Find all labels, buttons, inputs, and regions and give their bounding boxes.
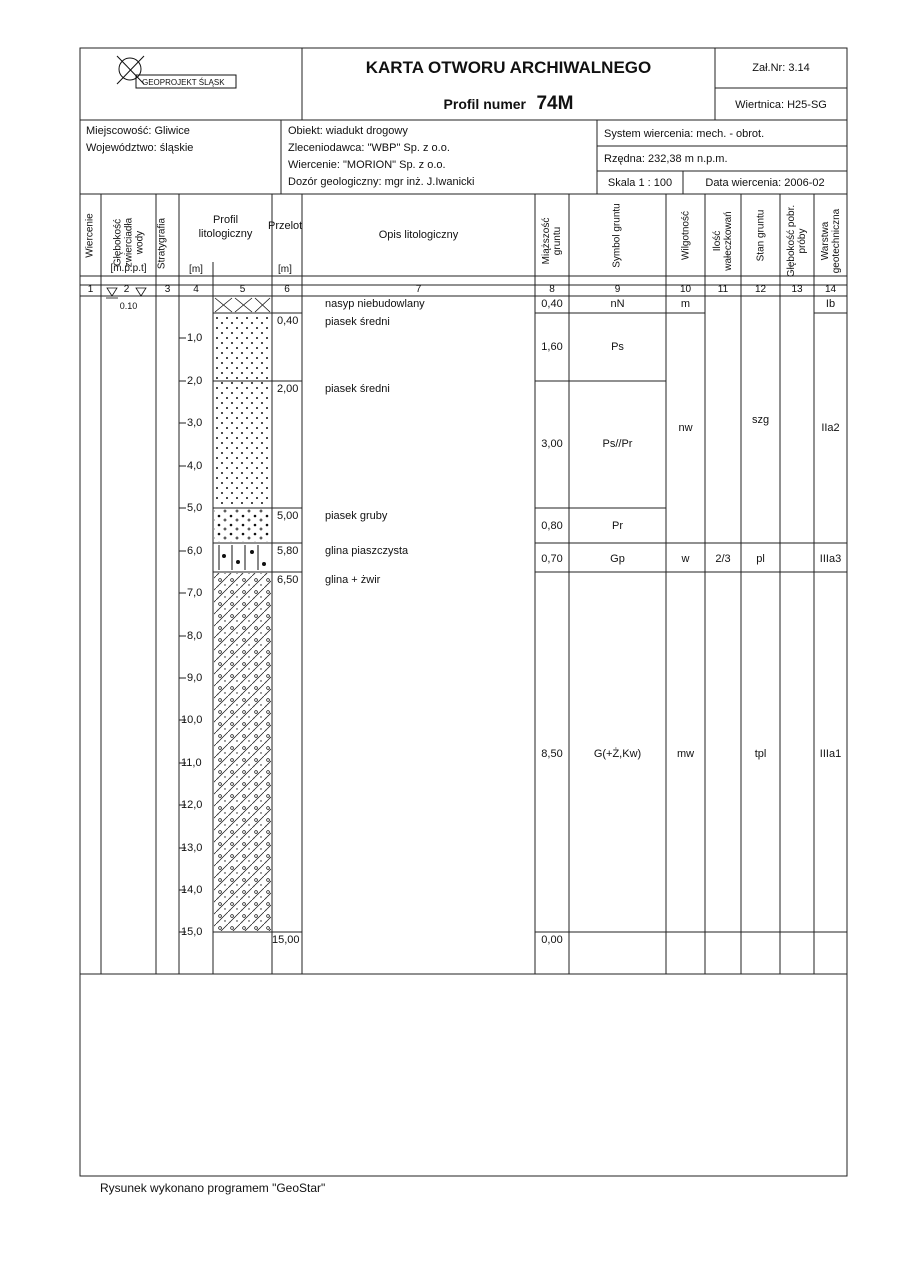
drilling-company: Wiercenie: "MORION" Sp. z o.o. <box>288 159 446 171</box>
col-number: 6 <box>284 284 290 295</box>
col-number: 11 <box>717 284 729 295</box>
layer-top: 5,80 <box>277 545 299 557</box>
card-title: KARTA OTWORU ARCHIWALNEGO <box>365 58 652 77</box>
col-rollers-line2: wałeczkowań <box>723 211 734 271</box>
col-number: 5 <box>239 284 246 295</box>
col-layer-line1: Warstwa <box>820 221 831 261</box>
layer-description: piasek średni <box>325 383 390 395</box>
client: Zleceniodawca: "WBP" Sp. z o.o. <box>288 142 450 154</box>
layer-description: piasek średni <box>325 316 390 328</box>
col-description-header: Opis litologiczny <box>378 229 459 241</box>
layer-symbol: G(+Ż,Kw) <box>593 748 642 760</box>
col-layer-header <box>820 191 842 291</box>
fill-medium-sand <box>214 314 271 507</box>
layer-symbol: Ps//Pr <box>602 438 633 450</box>
layer-geotech: IIIa1 <box>819 748 842 760</box>
depth-tick: 14,0 <box>181 884 203 896</box>
layer-thickness: 1,60 <box>541 341 563 353</box>
scale: Skala 1 : 100 <box>607 177 673 189</box>
layer-top: 15,00 <box>272 934 300 946</box>
depth-tick: 2,0 <box>187 375 203 387</box>
col-drilling-header: Wiercenie <box>84 213 96 258</box>
depth-tick: 1,0 <box>187 332 203 344</box>
col-water-line2: zwierciadła <box>123 217 135 268</box>
col-sample-line2: próby <box>797 228 808 254</box>
fill-cross <box>215 298 270 312</box>
depth-tick: 3,0 <box>187 417 203 429</box>
depth-tick: 6,0 <box>187 545 203 557</box>
col-rollers-line1: Ilość <box>712 230 723 252</box>
fill-clay-gravel <box>214 573 271 931</box>
col-thickness-line2: gruntu <box>552 226 563 256</box>
col-moisture-header: Wilgotność <box>680 211 692 260</box>
col-number: 3 <box>164 284 171 295</box>
layer-top: 0,40 <box>277 315 299 327</box>
depth-tick: 4,0 <box>187 460 203 472</box>
fill-coarse-sand <box>214 509 271 542</box>
profile-heading <box>302 93 715 115</box>
col-depth-unit: [m] <box>189 264 203 275</box>
col-number: 13 <box>791 284 803 295</box>
layer-geotech: IIIa3 <box>819 553 842 565</box>
layer-top: 2,00 <box>277 383 299 395</box>
object: Obiekt: wiadukt drogowy <box>288 125 408 137</box>
layer-moisture: nw <box>678 422 693 434</box>
col-number: 14 <box>824 284 837 295</box>
layer-state: pl <box>756 553 765 565</box>
water-level-value: 0.10 <box>119 301 138 311</box>
geological-supervision: Dozór geologiczny: mgr inż. J.Iwanicki <box>288 176 475 188</box>
depth-tick: 13,0 <box>181 842 203 854</box>
layer-description: glina piaszczysta <box>325 545 409 557</box>
col-profile-header-2: litologiczny <box>198 228 253 240</box>
layer-description: nasyp niebudowlany <box>325 298 425 310</box>
layer-moisture: m <box>680 298 691 310</box>
col-profile-header-1: Profil <box>212 214 239 226</box>
col-number: 8 <box>549 284 555 295</box>
layer-symbol: nN <box>610 298 625 310</box>
profile-label: Profil numer <box>443 96 527 112</box>
layer-thickness: 0,80 <box>541 520 563 532</box>
depth-tick: 11,0 <box>181 757 202 769</box>
drilling-date: Data wiercenia: 2006-02 <box>705 177 825 189</box>
rig-name: Wiertnica: H25-SG <box>735 99 827 111</box>
layer-symbol: Ps <box>611 341 624 353</box>
layer-symbol: Gp <box>610 553 625 565</box>
depth-tick: 5,0 <box>187 502 203 514</box>
layer-thickness: 0,70 <box>541 553 563 565</box>
depth-tick: 7,0 <box>187 587 203 599</box>
col-water-line3: wody <box>134 230 146 255</box>
layer-thickness: 0,40 <box>541 298 563 310</box>
attachment-number: Zał.Nr: 3.14 <box>752 62 810 74</box>
depth-tick: 10,0 <box>181 714 203 726</box>
col-water-unit: [m.p.p.t] <box>110 263 147 274</box>
col-thickness-line1: Miąższość <box>541 217 552 265</box>
depth-tick: 9,0 <box>187 672 203 684</box>
locality: Miejscowość: Gliwice <box>86 125 190 137</box>
col-sample-line1: Głębokość pobr. <box>786 204 797 278</box>
profile-number: 74M <box>536 93 574 114</box>
layer-moisture: w <box>681 553 690 565</box>
layer-state: tpl <box>754 748 767 760</box>
col-interval-unit: [m] <box>278 264 292 275</box>
col-symbol-header: Symbol gruntu <box>611 203 623 268</box>
col-number: 7 <box>415 284 422 295</box>
col-water-header <box>113 193 146 293</box>
layer-rollers: 2/3 <box>715 553 731 565</box>
col-number: 10 <box>679 284 692 295</box>
col-number: 1 <box>87 284 94 295</box>
col-number: 9 <box>614 284 621 295</box>
layer-moisture: mw <box>676 748 695 760</box>
layer-symbol: Pr <box>612 520 623 532</box>
col-interval-header: Przelot <box>268 220 303 232</box>
col-sample-header <box>786 191 808 291</box>
bottom-thickness: 0,00 <box>541 934 563 946</box>
layer-top: 6,50 <box>277 574 299 586</box>
elevation: Rzędna: 232,38 m n.p.m. <box>604 153 728 165</box>
layer-geotech: Ib <box>825 298 836 310</box>
col-layer-line2: geotechniczna <box>831 208 842 274</box>
col-number: 2 <box>123 284 130 295</box>
col-number: 12 <box>754 284 767 295</box>
logo-text: GEOPROJEKT ŚLĄSK <box>142 78 225 87</box>
col-number: 4 <box>193 284 199 295</box>
fill-sandy-clay <box>219 545 266 570</box>
col-water-line1: Głębokość <box>112 218 124 267</box>
layer-state: szg <box>751 414 770 426</box>
layer-description: glina + żwir <box>325 574 381 586</box>
depth-tick: 15,0 <box>181 926 203 938</box>
voivodeship: Województwo: śląskie <box>86 142 194 154</box>
depth-tick: 12,0 <box>181 799 203 811</box>
layer-geotech: IIa2 <box>821 422 840 434</box>
drilling-system: System wiercenia: mech. - obrot. <box>604 128 765 140</box>
layer-thickness: 3,00 <box>541 438 563 450</box>
footer-note: Rysunek wykonano programem "GeoStar" <box>100 1181 326 1195</box>
layer-top: 5,00 <box>277 510 299 522</box>
col-rollers-header <box>712 191 734 291</box>
layer-thickness: 8,50 <box>541 748 563 760</box>
col-thickness-header <box>541 191 563 291</box>
col-stratigraphy-header: Stratygrafia <box>156 217 168 270</box>
depth-tick: 8,0 <box>187 630 203 642</box>
layer-description: piasek gruby <box>325 510 388 522</box>
col-state-header: Stan gruntu <box>755 209 767 262</box>
